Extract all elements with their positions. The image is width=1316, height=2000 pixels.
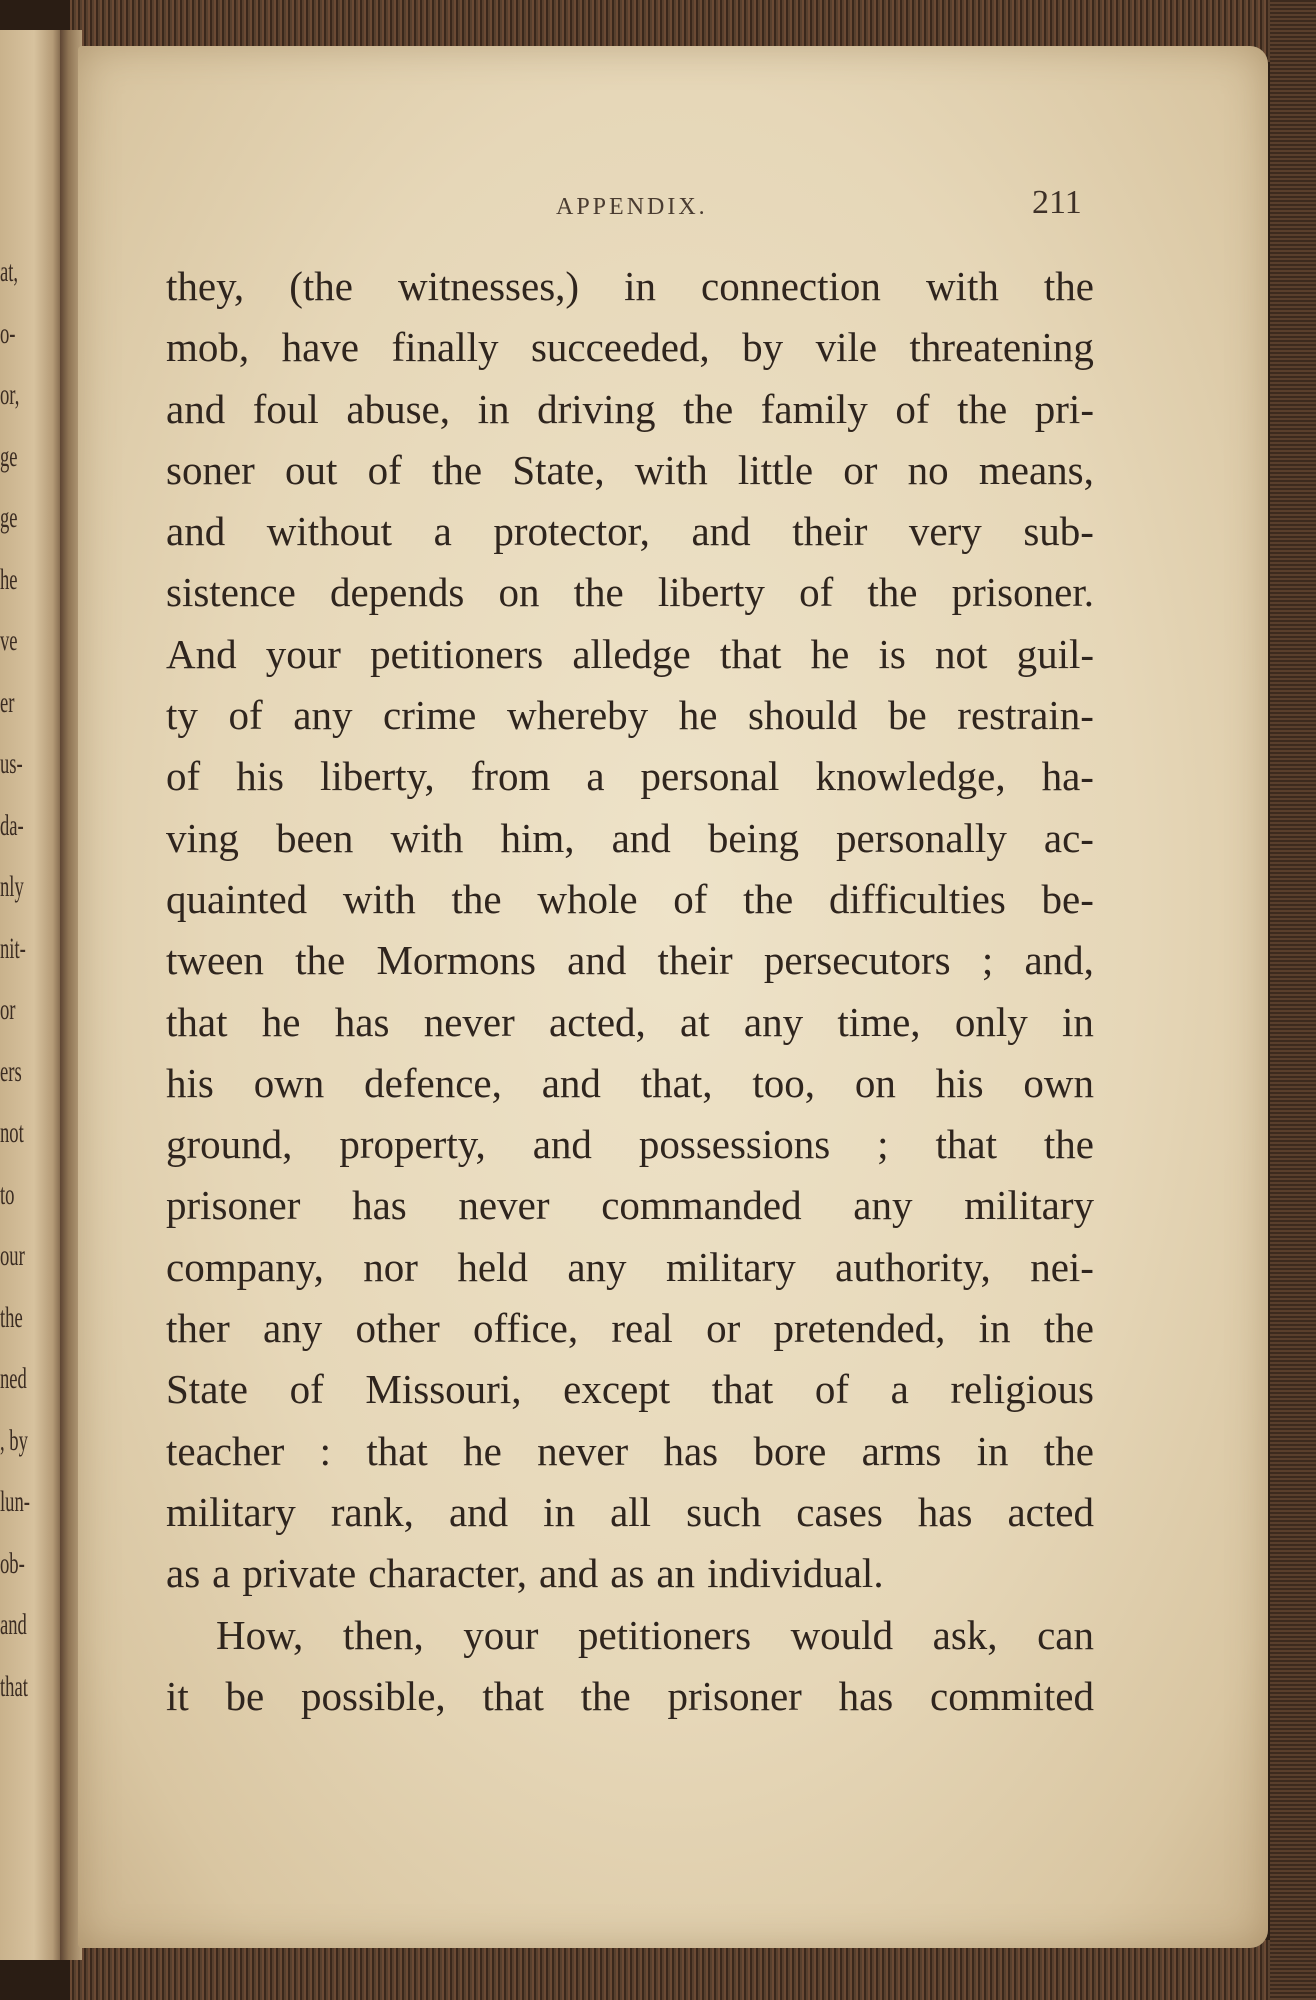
previous-page-fragment: o- <box>0 316 16 350</box>
text-line <box>166 992 1094 1053</box>
word: with <box>634 446 708 493</box>
word: the <box>432 446 483 493</box>
word: crime <box>383 692 477 739</box>
word: alledge <box>572 630 691 677</box>
word: finally <box>391 324 499 371</box>
word: being <box>707 814 799 861</box>
word: sistence <box>166 569 296 616</box>
word: your <box>265 630 341 677</box>
page-number: 211 <box>1032 184 1082 221</box>
word: your <box>463 1611 539 1658</box>
text-line <box>166 685 1094 746</box>
previous-page-fragment: the <box>0 1300 23 1334</box>
word: should <box>748 692 858 739</box>
word: not <box>934 630 988 677</box>
word: succeeded, <box>530 324 710 371</box>
word: any <box>743 998 804 1045</box>
word: has <box>663 1427 719 1474</box>
word: the <box>683 385 734 432</box>
word: depends <box>329 569 465 616</box>
text-line <box>166 1359 1094 1420</box>
word: that <box>719 630 782 677</box>
word: character, <box>368 1550 527 1597</box>
word: of <box>367 446 402 493</box>
word: time, <box>837 998 921 1045</box>
word: means, <box>978 446 1094 493</box>
word: knowledge, <box>815 753 1006 800</box>
word: soner <box>166 446 255 493</box>
word: ther <box>166 1305 230 1352</box>
word: the <box>295 937 346 984</box>
word: in <box>543 1488 576 1535</box>
word: and <box>691 508 751 555</box>
word: with <box>342 875 416 922</box>
word: the <box>580 1672 631 1719</box>
word: possible, <box>301 1672 446 1719</box>
word: real <box>611 1305 673 1352</box>
word: without <box>266 508 393 555</box>
word: witnesses,) <box>398 263 580 309</box>
word: never <box>423 998 515 1045</box>
word: in <box>477 385 510 432</box>
word: of <box>166 753 201 800</box>
word: would <box>790 1611 894 1658</box>
word: petitioners <box>370 630 544 677</box>
word: a <box>586 753 605 800</box>
word: How, <box>216 1611 304 1658</box>
word: by <box>742 324 784 371</box>
word: the <box>1043 1121 1094 1168</box>
word: that <box>166 998 228 1045</box>
word: pri- <box>1034 385 1094 432</box>
word: the <box>743 875 794 922</box>
word: own <box>1023 1059 1094 1106</box>
word: of <box>228 692 263 739</box>
word: the <box>867 569 918 616</box>
previous-page-fragment: at, <box>0 255 19 288</box>
running-head <box>78 184 1268 234</box>
previous-page-fragment: us- <box>0 747 23 780</box>
word: the <box>573 569 624 616</box>
text-line <box>166 808 1094 869</box>
word: an <box>656 1550 696 1597</box>
word: as <box>166 1550 201 1597</box>
text-line <box>166 379 1094 440</box>
word: the <box>957 385 1008 432</box>
word: prisoner <box>667 1672 802 1719</box>
word: be <box>888 692 927 739</box>
text-line <box>166 1543 1094 1604</box>
word: and <box>539 1550 599 1597</box>
word: his <box>236 753 285 800</box>
word: mob, <box>166 324 250 371</box>
text-line <box>166 746 1094 807</box>
word: very <box>908 508 982 555</box>
word: and <box>541 1059 601 1106</box>
word: has <box>352 1182 407 1229</box>
word: be <box>225 1672 265 1719</box>
word: liberty <box>657 569 765 616</box>
text-line <box>166 1114 1094 1175</box>
word: personally <box>836 814 1007 861</box>
text-line <box>166 1053 1094 1114</box>
text-line <box>166 1482 1094 1543</box>
word: he <box>261 998 301 1045</box>
text-line <box>166 1175 1094 1236</box>
word: and <box>166 385 226 432</box>
word: never <box>537 1427 629 1474</box>
word: is <box>878 630 906 677</box>
binding-bottom <box>70 1940 1316 2000</box>
word: in <box>1062 998 1094 1045</box>
previous-page-fragment: to <box>0 1177 15 1211</box>
word: protector, <box>493 508 650 555</box>
previous-page-fragment: lun- <box>0 1485 30 1518</box>
book-page <box>78 46 1268 1948</box>
text-line <box>166 1237 1094 1298</box>
word: ha- <box>1041 753 1094 800</box>
word: cases <box>796 1488 883 1535</box>
word: military <box>166 1488 296 1535</box>
word: their <box>657 937 733 984</box>
word: his <box>166 1059 214 1106</box>
word: of <box>289 1366 324 1413</box>
word: other <box>355 1305 440 1352</box>
previous-page-fragment: or <box>0 993 16 1026</box>
previous-page-fragment: da- <box>0 808 24 842</box>
word: the <box>451 875 502 922</box>
word: that <box>482 1672 544 1719</box>
word: him, <box>500 814 575 861</box>
word: ving <box>166 814 239 861</box>
word: nor <box>363 1243 418 1290</box>
word: religious <box>950 1366 1094 1413</box>
cover-edge <box>1270 0 1316 2000</box>
word: of <box>673 875 708 922</box>
word: with <box>925 263 999 309</box>
word: or <box>843 446 878 493</box>
previous-page-fragment: ob- <box>0 1546 25 1580</box>
word: individual. <box>707 1550 884 1597</box>
word: Missouri, <box>365 1366 522 1413</box>
text-line <box>166 256 1094 317</box>
word: tween <box>166 937 264 984</box>
word: of <box>799 569 834 616</box>
word: too, <box>752 1059 815 1106</box>
word: has <box>334 998 390 1045</box>
word: ty <box>166 692 198 739</box>
text-line <box>166 440 1094 501</box>
text-line <box>166 1666 1094 1727</box>
word: then, <box>342 1611 424 1658</box>
word: liberty, <box>320 753 435 800</box>
word: And <box>166 630 237 677</box>
word: State, <box>512 446 605 493</box>
word: pretended, <box>773 1305 946 1352</box>
word: only <box>954 998 1028 1045</box>
word: difficulties <box>828 875 1006 922</box>
word: personal <box>640 753 780 800</box>
previous-page-fragment: he <box>0 562 18 596</box>
previous-page-fragment: ers <box>0 1054 22 1088</box>
word: commited <box>930 1672 1094 1719</box>
word: in <box>976 1427 1009 1474</box>
word: arms <box>861 1427 942 1474</box>
word: all <box>610 1488 652 1535</box>
word: that <box>935 1121 997 1168</box>
word: and <box>611 814 671 861</box>
word: sub- <box>1023 508 1094 555</box>
text-line <box>166 1605 1094 1666</box>
word: have <box>281 324 360 371</box>
text-line <box>166 869 1094 930</box>
word: he <box>810 630 850 677</box>
previous-page-fragment: or, <box>0 378 20 411</box>
word: guil- <box>1016 630 1094 677</box>
page-header-title: APPENDIX. <box>556 194 708 220</box>
word: on <box>498 569 540 616</box>
previous-page-fragment: and <box>0 1608 27 1641</box>
previous-page-fragment: our <box>0 1239 25 1272</box>
word: ; <box>981 937 994 984</box>
word: company, <box>166 1243 324 1290</box>
word: out <box>285 446 338 493</box>
word: that <box>366 1427 428 1474</box>
word: such <box>686 1488 762 1535</box>
word: in <box>624 263 656 309</box>
word: the <box>1043 1427 1094 1474</box>
word: with <box>390 814 464 861</box>
word: Mormons <box>376 937 536 984</box>
word: : <box>319 1427 332 1474</box>
word: property, <box>339 1121 486 1168</box>
word: connection <box>701 263 881 309</box>
word: abuse, <box>346 385 451 432</box>
word: restrain- <box>957 692 1094 739</box>
word: teacher <box>166 1427 285 1474</box>
word: any <box>853 1182 913 1229</box>
word: can <box>1037 1611 1094 1658</box>
word: never <box>458 1182 550 1229</box>
word: whereby <box>506 692 649 739</box>
word: whole <box>537 875 638 922</box>
word: in <box>978 1305 1011 1352</box>
word: a <box>212 1550 231 1597</box>
word: petitioners <box>577 1611 752 1658</box>
word: of <box>895 385 930 432</box>
word: persecutors <box>763 937 951 984</box>
word: of <box>814 1366 850 1413</box>
word: any <box>263 1305 323 1352</box>
word: and <box>448 1488 509 1535</box>
word: it <box>166 1672 189 1719</box>
word: his <box>935 1059 984 1106</box>
previous-page-fragment: , by <box>0 1423 28 1457</box>
word: has <box>917 1488 973 1535</box>
word: he <box>463 1427 502 1474</box>
word: ac- <box>1043 814 1094 861</box>
text-line <box>166 1298 1094 1359</box>
word: the <box>1043 1305 1094 1352</box>
word: (the <box>289 263 353 309</box>
word: he <box>678 692 718 739</box>
word: or <box>706 1305 741 1352</box>
word: prisoner. <box>951 569 1094 616</box>
word: and <box>532 1121 592 1168</box>
word: has <box>838 1672 894 1719</box>
word: bore <box>753 1427 827 1474</box>
word: that, <box>640 1059 713 1106</box>
text-line <box>166 1421 1094 1482</box>
previous-page-fragment: nit- <box>0 931 26 965</box>
word: quainted <box>166 875 308 922</box>
text-line <box>166 501 1094 562</box>
word: own <box>253 1059 325 1106</box>
word: held <box>457 1243 528 1290</box>
word: ground, <box>166 1121 293 1168</box>
word: the <box>1043 263 1094 309</box>
word: their <box>792 508 868 555</box>
word: threatening <box>909 324 1094 371</box>
word: acted <box>1007 1488 1094 1535</box>
word: military <box>665 1243 796 1290</box>
text-line <box>166 930 1094 991</box>
word: at <box>680 998 710 1045</box>
word: commanded <box>601 1182 802 1229</box>
word: that <box>711 1366 774 1413</box>
text-line <box>166 562 1094 623</box>
word: ask, <box>932 1611 998 1658</box>
word: and <box>567 937 627 984</box>
word: nei- <box>1030 1243 1094 1290</box>
word: private <box>242 1550 357 1597</box>
word: ; <box>877 1121 889 1168</box>
word: on <box>854 1059 896 1106</box>
word: defence, <box>364 1059 502 1106</box>
word: acted, <box>549 998 646 1045</box>
previous-page-fragment: ge <box>0 439 18 473</box>
word: rank, <box>330 1488 414 1535</box>
word: foul <box>252 385 319 432</box>
word: and, <box>1024 937 1094 984</box>
previous-page-fragment: that <box>0 1669 28 1703</box>
word: except <box>563 1366 671 1413</box>
previous-page-fragment: not <box>0 1116 24 1149</box>
word: they, <box>166 263 245 309</box>
text-line <box>166 624 1094 685</box>
body-text <box>166 256 1094 1727</box>
word: and <box>166 508 226 555</box>
word: no <box>907 446 949 493</box>
previous-page-fragment: er <box>0 685 15 719</box>
word: authority, <box>835 1243 991 1290</box>
word: vile <box>815 324 878 371</box>
word: possessions <box>638 1121 831 1168</box>
word: family <box>760 385 868 432</box>
previous-page-fragment: nly <box>0 870 24 903</box>
word: from <box>470 753 551 800</box>
word: be- <box>1041 875 1094 922</box>
word: prisoner <box>166 1182 301 1229</box>
word: been <box>275 814 354 861</box>
text-line <box>166 317 1094 378</box>
word: little <box>737 446 814 493</box>
word: a <box>890 1366 909 1413</box>
word: office, <box>473 1305 579 1352</box>
word: a <box>433 508 452 555</box>
previous-page-fragment: ned <box>0 1362 27 1395</box>
previous-page-fragment: ve <box>0 624 18 657</box>
word: any <box>567 1243 627 1290</box>
previous-page-fragment: ge <box>0 501 18 534</box>
word: State <box>166 1366 248 1413</box>
word: military <box>964 1182 1094 1229</box>
word: as <box>610 1550 645 1597</box>
word: any <box>293 692 353 739</box>
previous-page-edge <box>0 30 62 1960</box>
word: driving <box>537 385 656 432</box>
